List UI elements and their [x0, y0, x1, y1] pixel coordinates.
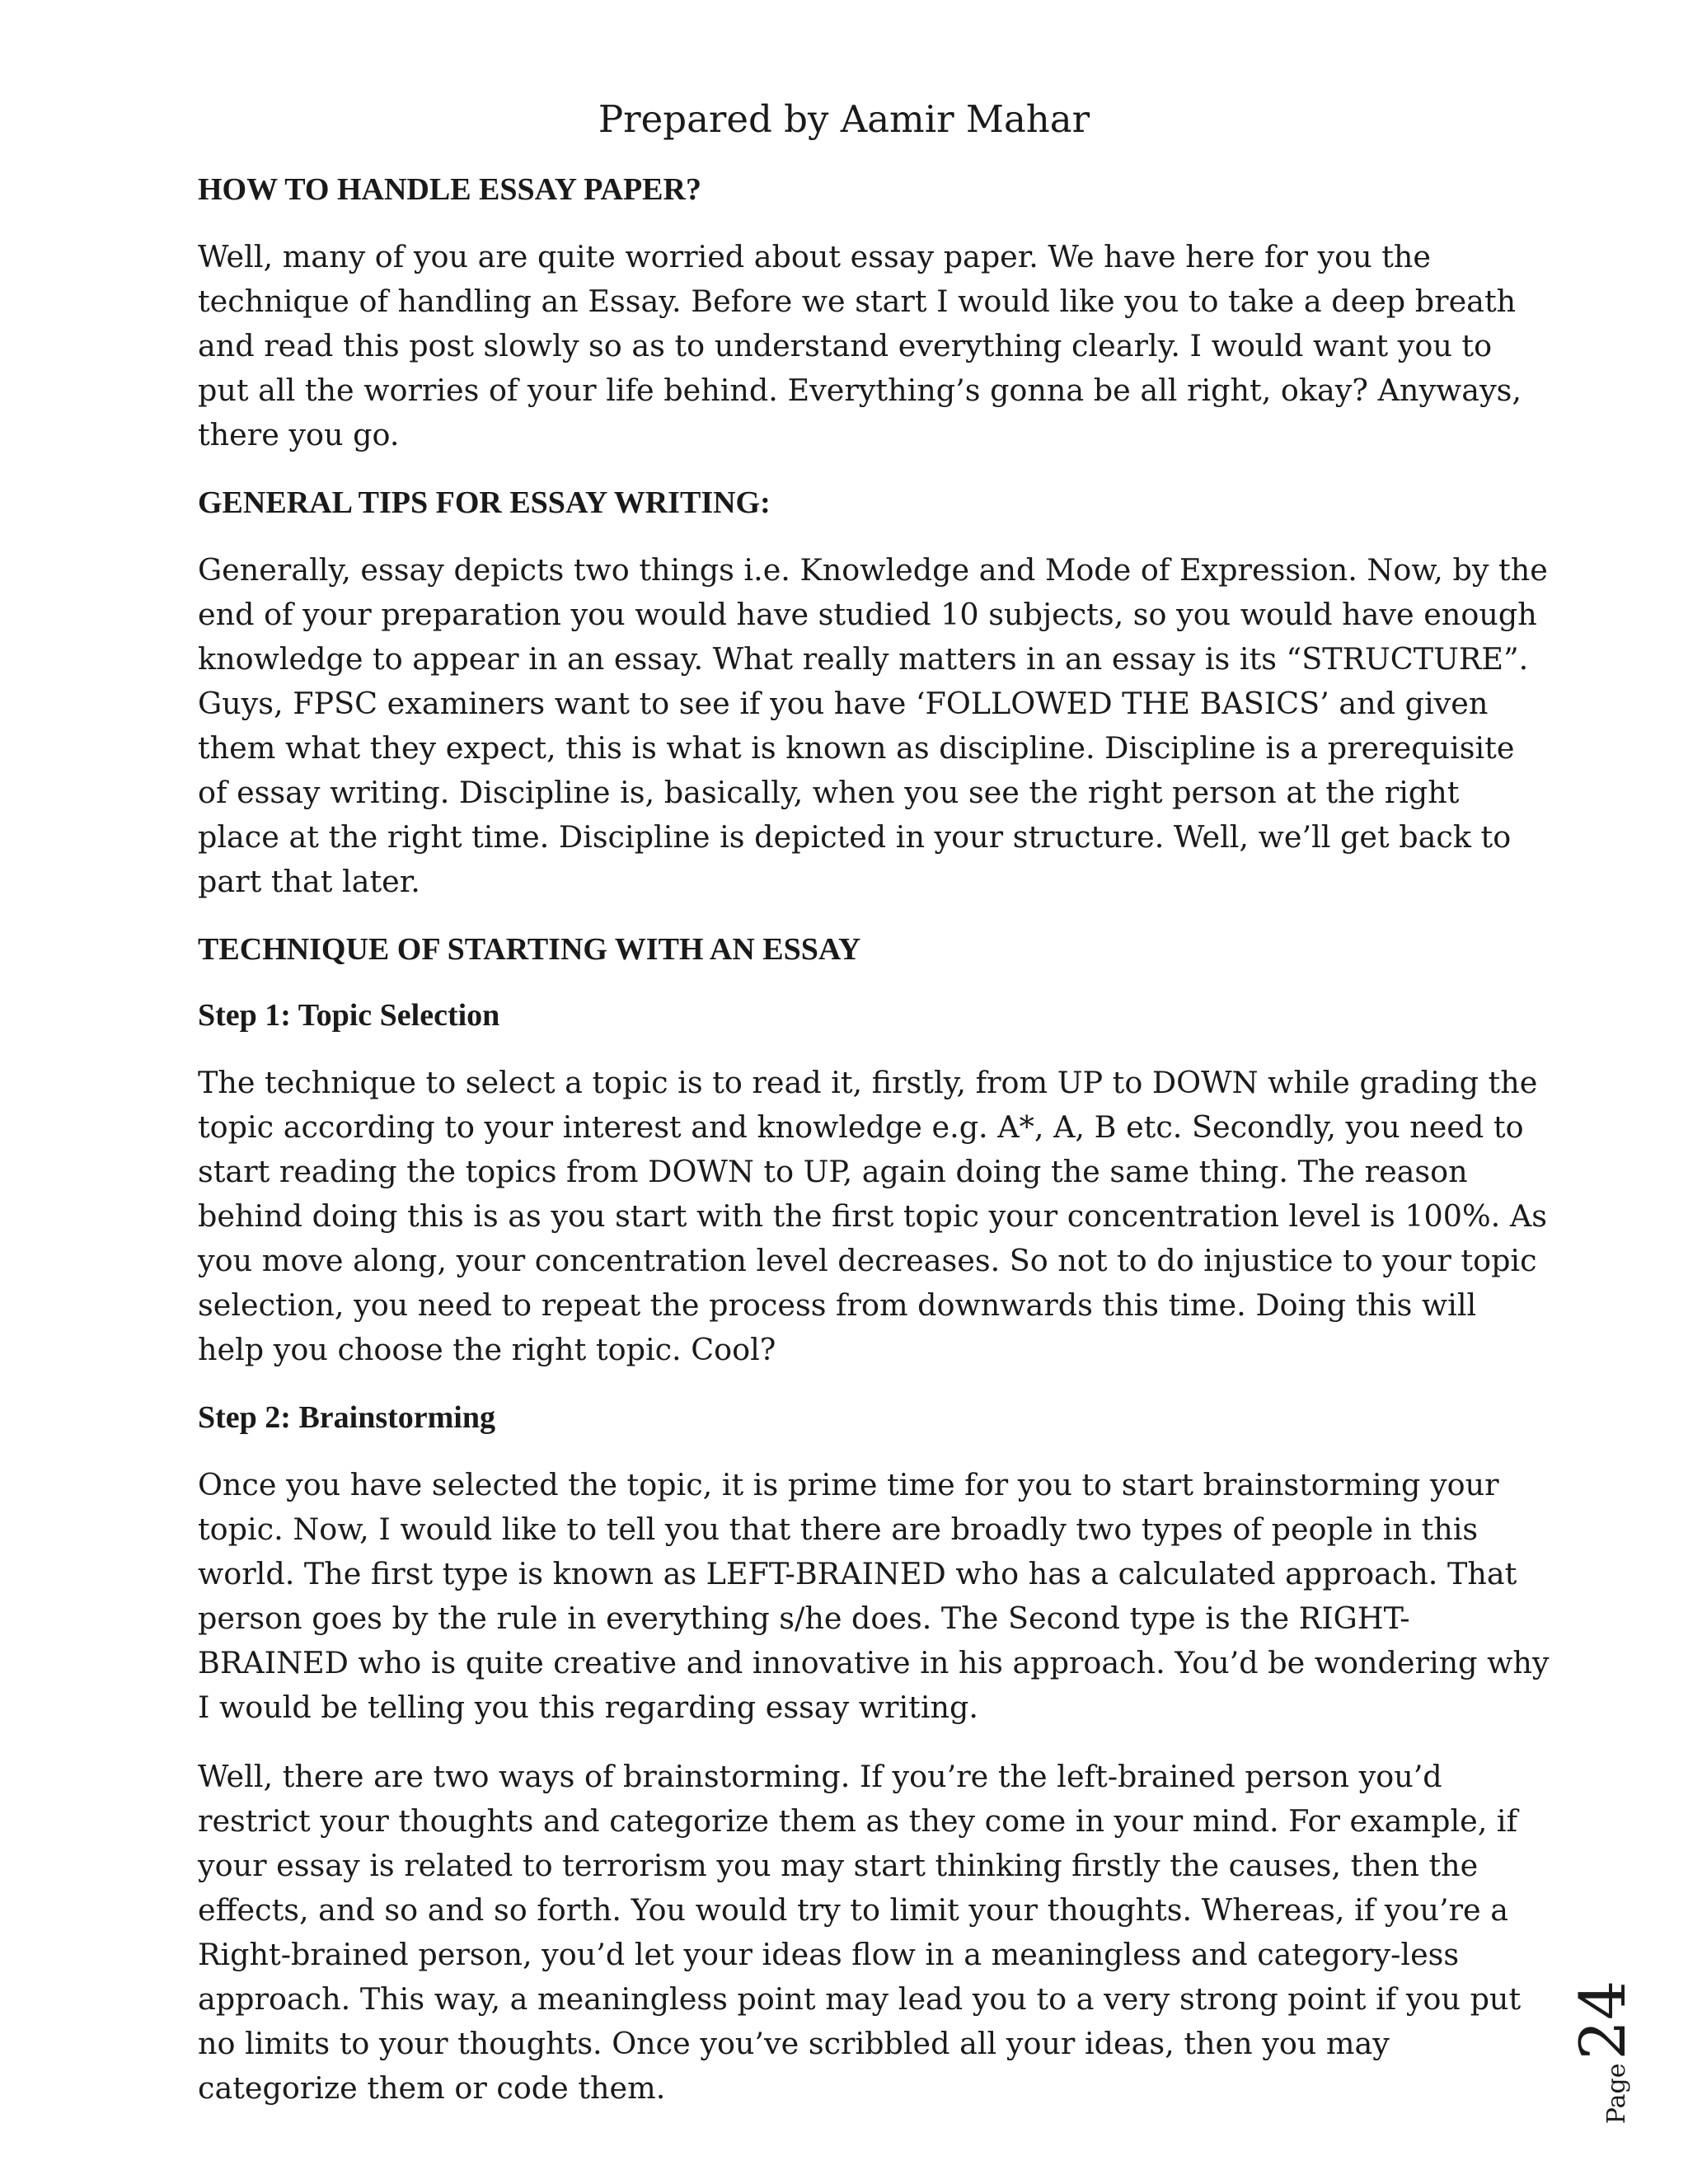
section-heading-essay-paper: HOW TO HANDLE ESSAY PAPER? [198, 172, 701, 207]
section-heading-step-1: Step 1: Topic Selection [198, 998, 500, 1033]
page-number-block [1566, 1937, 1639, 2168]
brainstorming-paragraph-1: Once you have selected the topic, it is prime time for you to start brainstorming your topic. Now, I would like to tell you that there are broadly two types of people in this world. The first type is known as LEFT-BRAINED who has a calculated approach. That person goes by the rule in everything s/he does. The Second type is the RIGHT-BRAINED who is quite creative and innovative in his approach. You’d be wondering why I would be telling you this regarding essay writing. [198, 1467, 1550, 1725]
general-tips-paragraph: Generally, essay depicts two things i.e. Knowledge and Mode of Expression. Now, by the end of your preparation you would have studied 10 subjects, so you would have enough knowledge to appear in an essay. What really matters in an essay is its “STRUCTURE”. Guys, FPSC examiners want to see if you have ‘FOLLOWED THE BASICS’ and given them what they expect, this is what is known as discipline. Discipline is a prerequisite of essay writing. Discipline is, basically, when you see the right person at the right place at the right time. Discipline is depicted in your structure. Well, we’ll get back to part that later. [198, 552, 1548, 899]
section-heading-step-2: Step 2: Brainstorming [198, 1400, 495, 1435]
page-label: Page [1602, 2063, 1631, 2125]
page-number: 24 [1566, 1980, 1639, 2060]
topic-selection-paragraph: The technique to select a topic is to read it, firstly, from UP to DOWN while grading the topic according to your interest and knowledge e.g. A*, A, B etc. Secondly, you need to start reading the topics from DOWN to UP, again doing the same thing. The reason behind doing this is as you start with the first topic your concentration level is 100%. As you move along, your concentration level decreases. So not to do injustice to your topic selection, you need to repeat the process from downwards this time. Doing this will help you choose the right topic. Cool? [198, 1065, 1547, 1367]
intro-paragraph: Well, many of you are quite worried about essay paper. We have here for you the technique of handling an Essay. Before we start I would like you to take a deep breath and read this post slowly so as to understand everything clearly. I would want you to put all the worries of your life behind. Everything’s gonna be all right, okay? Anyways, there you go. [198, 239, 1522, 452]
section-heading-technique: TECHNIQUE OF STARTING WITH AN ESSAY [198, 932, 861, 967]
document-body [198, 169, 1550, 2111]
brainstorming-paragraph-2: Well, there are two ways of brainstorming. If you’re the left-brained person you’d restrict your thoughts and categorize them as they come in your mind. For example, if your essay is related to terrorism you may start thinking firstly the causes, then the effects, and so and so forth. You would try to limit your thoughts. Whereas, if you’re a Right-brained person, you’d let your ideas flow in a meaningless and category-less approach. This way, a meaningless point may lead you to a very strong point if you put no limits to your thoughts. Once you’ve scribbled all your ideas, then you may categorize them or code them. [198, 1759, 1522, 2106]
section-heading-general-tips: GENERAL TIPS FOR ESSAY WRITING: [198, 485, 771, 520]
page-header: Prepared by Aamir Mahar [598, 97, 1090, 141]
